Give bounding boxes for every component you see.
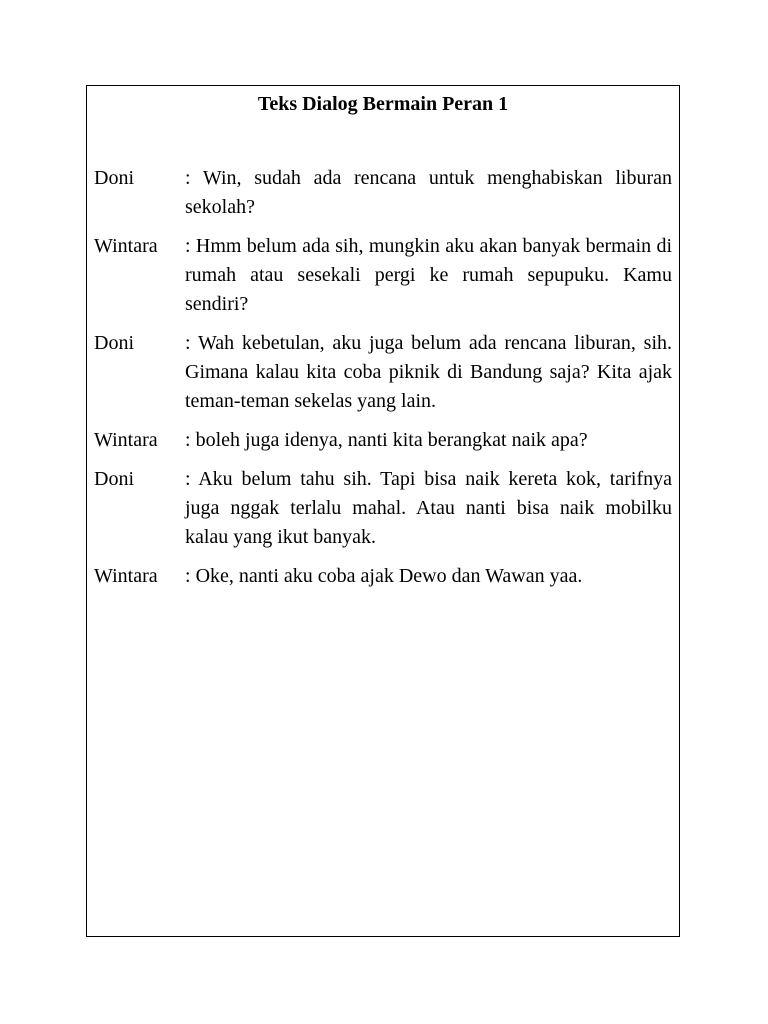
speaker-name: Wintara: [94, 565, 158, 587]
dialog-list: [94, 164, 672, 601]
speaker-name: Wintara: [94, 235, 158, 257]
dialog-turn: [94, 232, 672, 319]
speaker-name: Doni: [94, 468, 134, 490]
dialog-line: : Wah kebetulan, aku juga belum ada rencana liburan, sih. Gimana kalau kita coba piknik di Bandung saja? Kita ajak teman-teman sekelas yang lain.: [185, 329, 672, 416]
dialog-line: : Hmm belum ada sih, mungkin aku akan banyak bermain di rumah atau sesekali pergi ke rumah sepupuku. Kamu sendiri?: [185, 232, 672, 319]
dialog-line: : Oke, nanti aku coba ajak Dewo dan Wawan yaa.: [185, 562, 672, 591]
speaker-name: Wintara: [94, 429, 158, 451]
dialog-turn: [94, 329, 672, 416]
dialog-turn: [94, 426, 672, 455]
speaker-name: Doni: [94, 332, 134, 354]
dialog-line: : Win, sudah ada rencana untuk menghabiskan liburan sekolah?: [185, 164, 672, 222]
dialog-line: : boleh juga idenya, nanti kita berangkat naik apa?: [185, 426, 672, 455]
dialog-box: [86, 85, 680, 937]
dialog-line: : Aku belum tahu sih. Tapi bisa naik kereta kok, tarifnya juga nggak terlalu mahal. Atau nanti bisa naik mobilku kalau yang ikut banyak.: [185, 465, 672, 552]
dialog-turn: [94, 562, 672, 591]
dialog-turn: [94, 164, 672, 222]
document-title: Teks Dialog Bermain Peran 1: [257, 93, 509, 115]
speaker-name: Doni: [94, 167, 134, 189]
dialog-turn: [94, 465, 672, 552]
